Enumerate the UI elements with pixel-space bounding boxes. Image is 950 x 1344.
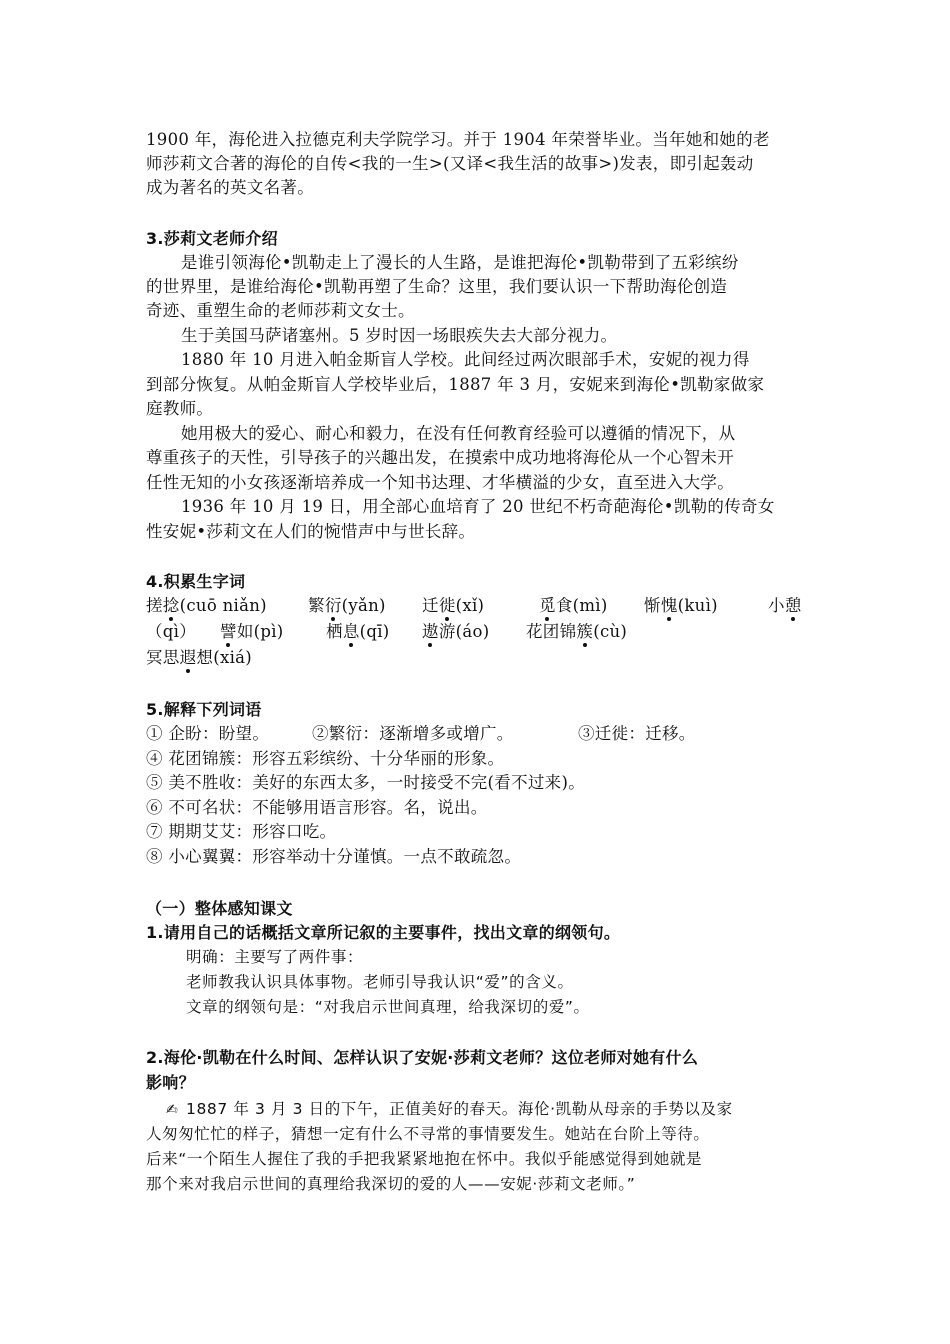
vocab-item: 花团锦簇(cù)	[526, 620, 627, 644]
question-1: 1.请用自己的话概括文章所记叙的主要事件，找出文章的纲领句。	[146, 923, 621, 942]
definition-item: ②繁衍：逐渐增多或增广。	[312, 724, 514, 743]
paragraph-line: 性安妮•莎莉文在人们的惋惜声中与世长辞。	[146, 522, 476, 541]
definition-item: ⑤ 美不胜收：美好的东西太多，一时接受不完(看不过来)。	[146, 773, 586, 792]
emphasis-dot-char: 衍	[325, 594, 342, 618]
emphasis-dot-char: 譬	[220, 620, 237, 644]
definition-item: ⑧ 小心翼翼：形容举动十分谨慎。一点不敢疏忽。	[146, 847, 522, 866]
paragraph-line: 尊重孩子的天性，引导孩子的兴趣出发，在摸索中成功地将海伦从一个心智未开	[146, 448, 734, 467]
paragraph-line: 到部分恢复。从帕金斯盲人学校毕业后，1887 年 3 月，安妮来到海伦•凯勒家做家	[146, 375, 765, 394]
emphasis-dot-char: 徙	[439, 594, 456, 618]
intro-line: 成为著名的英文名著。	[146, 178, 314, 197]
vocab-item: 觅食(mì)	[539, 594, 608, 618]
vocab-item: 栖息(qī)	[326, 620, 390, 644]
part-heading: （一）整体感知课文	[146, 899, 293, 918]
definition-item: ④ 花团锦簇：形容五彩缤纷、十分华丽的形象。	[146, 749, 505, 768]
vocab-item: 迁徙(xǐ)	[422, 594, 484, 618]
vocab-item: 遨游(áo)	[422, 620, 489, 644]
question-2: 影响？	[146, 1073, 195, 1092]
emphasis-dot-char: 愧	[661, 594, 678, 618]
answer-line: 后来“一个陌生人握住了我的手把我紧紧地抱在怀中。我似乎能感觉得到她就是	[146, 1150, 703, 1168]
answer-line: ✍ 1887 年 3 月 3 日的下午，正值美好的春天。海伦·凯勒从母亲的手势以及家	[166, 1097, 733, 1122]
vocab-item: 搓捻(cuō niǎn)	[146, 594, 267, 618]
vocab-item-pinyin: （qì）	[146, 622, 197, 641]
emphasis-dot-char: 捻	[163, 594, 180, 618]
paragraph-line: 生于美国马萨诸塞州。5 岁时因一场眼疾失去大部分视力。	[181, 326, 618, 345]
emphasis-dot-char: 簇	[576, 620, 593, 644]
emphasis-dot-char: 息	[343, 620, 360, 644]
definition-item: ⑦ 期期艾艾：形容口吃。	[146, 822, 337, 841]
paragraph-line: 庭教师。	[146, 399, 214, 418]
intro-line: 师莎莉文合著的海伦的自传<我的一生>(又译<我生活的故事>)发表，即引起轰动	[146, 154, 754, 173]
pen-icon: ✍	[166, 1102, 179, 1118]
paragraph-line: 1880 年 10 月进入帕金斯盲人学校。此间经过两次眼部手术，安妮的视力得	[181, 350, 750, 369]
intro-line: 1900 年，海伦进入拉德克利夫学院学习。并于 1904 年荣誉毕业。当年她和她的老	[146, 130, 770, 149]
paragraph-line: 的世界里，是谁给海伦•凯勒再塑了生命？这里，我们要认识一下帮助海伦创造	[146, 277, 728, 296]
emphasis-dot-char: 觅	[539, 594, 556, 618]
definition-item: ⑥ 不可名状：不能够用语言形容。名，说出。	[146, 798, 488, 817]
definition-item: ③迁徙：迁移。	[578, 724, 696, 743]
vocab-item: 小憩	[768, 594, 802, 618]
answer-line: 人匆匆忙忙的样子，猜想一定有什么不寻常的事情要发生。她站在台阶上等待。	[146, 1125, 710, 1143]
answer-line: 老师教我认识具体事物。老师引导我认识“爱”的含义。	[186, 973, 574, 991]
paragraph-line: 奇迹、重塑生命的老师莎莉文女士。	[146, 301, 415, 320]
vocab-item: 繁衍(yǎn)	[308, 594, 386, 618]
section-4-heading: 4.积累生字词	[146, 572, 246, 591]
paragraph-line: 1936 年 10 月 19 日，用全部心血培育了 20 世纪不朽奇葩海伦•凯勒的传奇女	[181, 497, 775, 516]
vocab-item: 惭愧(kuì)	[644, 594, 718, 618]
vocab-item: 冥思遐想(xiá)	[146, 646, 252, 670]
emphasis-dot-char: 憩	[785, 594, 802, 618]
definition-item: ① 企盼：盼望。	[146, 724, 270, 743]
answer-line: 明确：主要写了两件事：	[186, 948, 364, 966]
paragraph-line: 任性无知的小女孩逐渐培养成一个知书达理、才华横溢的少女，直至进入大学。	[146, 473, 734, 492]
section-5-heading: 5.解释下列词语	[146, 700, 262, 719]
section-3-heading: 3.莎莉文老师介绍	[146, 229, 278, 248]
paragraph-line: 她用极大的爱心、耐心和毅力，在没有任何教育经验可以遵循的情况下，从	[181, 424, 736, 443]
emphasis-dot-char: 遐	[180, 646, 197, 670]
vocab-item: 譬如(pì)	[220, 620, 284, 644]
answer-line: 文章的纲领句是：“对我启示世间真理，给我深切的爱”。	[186, 998, 590, 1016]
document-page	[146, 0, 816, 1344]
question-2: 2.海伦·凯勒在什么时间、怎样认识了安妮·莎莉文老师？这位老师对她有什么	[146, 1048, 699, 1067]
answer-line: 那个来对我启示世间的真理给我深切的爱的人——安妮·莎莉文老师。”	[146, 1175, 636, 1193]
emphasis-dot-char: 遨	[422, 620, 439, 644]
paragraph-line: 是谁引领海伦•凯勒走上了漫长的人生路，是谁把海伦•凯勒带到了五彩缤纷	[181, 253, 739, 272]
